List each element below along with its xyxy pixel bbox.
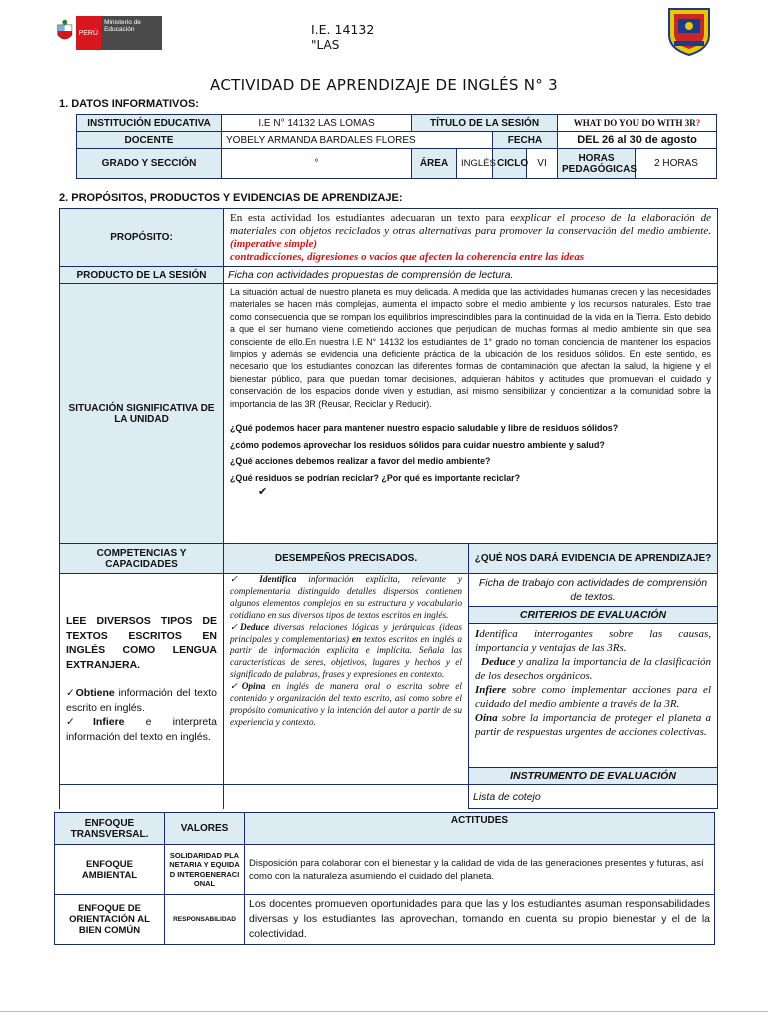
peru-shield-icon (54, 16, 76, 50)
question-1: ¿Qué podemos hacer para mantener nuestro espacio saludable y libre de residuos sólidos? (230, 423, 619, 434)
capacidad-infiere: ✓Infiere e interpreta información del texto en inglés. (66, 716, 217, 743)
actitudes-header: ACTITUDES (245, 813, 715, 845)
titulo-label: TÍTULO DE LA SESIÓN (412, 115, 558, 132)
ministerio-label: Ministerio de Educación (101, 16, 162, 50)
school-crest-icon (666, 5, 712, 57)
situacion-text: La situación actual de nuestro planeta es muy delicada. A medida que las actividades humanas crecen y las necesidades materiales se hacen más complejas, aumenta el impacto sobre el medio ambiente y los recursos naturales. Esto trae como consecuencia que se rompan los equilibrios imprescindibles para la continuidad de la vida en la Tierra. Esto debido a que el ser humano viene cometiendo acciones que perjudican de muchas formas al medio ambiente sin que sea consciente de ello.En nuestra I.E N° 14132 los estudiantes de 1° grado no toman conciencia de mantener los espacios limpios y además se evidencia una deficiente práctica de la ubicación de los residuos sólidos. En este sentido, es necesario que los estudiantes conozcan las diferentes formas de contaminación que afectan la salud, la higiene y el bienestar público, para que puedan tomar decisiones, adquieran hábitos y actitudes que promuevan el cuidado y conservación de los espacios donde viven y estudian, así mismo sensibilizar y concientizar a la comunidad sobre la importancia de las 3R (Reusar, Reciclar y Reducir). (230, 287, 711, 409)
producto-value: Ficha con actividades propuestas de comprensión de lectura. (224, 267, 718, 284)
grado-label: GRADO Y SECCIÓN (77, 149, 222, 179)
propositos-table (59, 208, 718, 809)
check-icon: ✔ (258, 486, 268, 499)
criterios-header: CRITERIOS DE EVALUACIÓN (469, 607, 718, 624)
docente-value: YOBELY ARMANDA BARDALES FLORES (222, 132, 493, 149)
competencia-cell (60, 574, 224, 785)
question-3: ¿Qué acciones debemos realizar a favor del medio ambiente? (230, 456, 491, 467)
question-4: ¿Qué residuos se podrían reciclar? ¿Por qué es importante reciclar? (230, 472, 521, 483)
instrumento-header: INSTRUMENTO DE EVALUACIÓN (469, 768, 718, 785)
enfoques-table (54, 812, 715, 945)
situacion-label: SITUACIÓN SIGNIFICATIVA DE LA UNIDAD (60, 284, 224, 544)
actitud-bien-comun: Los docentes promueven oportunidades para que las y los estudiantes asuman responsabilidades diversas y los estudiantes las aprovechan, tomando en cuenta su propio bienestar y el de la colectividad. (245, 895, 715, 945)
desempenos-header: DESEMPEÑOS PRECISADOS. (224, 544, 469, 574)
desempeno-opina: ✓Opina en inglés de manera oral o escrita sobre el contenido y organización del texto escrito, así como sobre el propósito comunicativo y la intención del autor a partir de su experiencia y contexto. (230, 682, 462, 728)
ciclo-value: VI (527, 149, 558, 179)
section-1-heading: 1. DATOS INFORMATIVOS: (59, 98, 199, 110)
question-2: ¿cómo podemos aprovechar los residuos sólidos para cuidar nuestro ambiente y salud? (230, 439, 605, 450)
proposito-text: En esta actividad los estudiantes adecuaran un texto para eexplicar el proceso de la elaboración de materiales con objetos reciclados y otras alternativas para promover la conservación del medio ambiente. (imperative simple) contradicciones, digresiones o vacíos que afecten la coherencia entre las ideas (224, 209, 718, 267)
peru-label: PERÚ (76, 16, 102, 50)
horas-value: 2 HORAS (636, 149, 717, 179)
docente-label: DOCENTE (77, 132, 222, 149)
criterio-deduce: Deduce y analiza la importancia de la clasificación de los desechos orgánicos. (475, 656, 712, 682)
area-label: ÁREA (412, 149, 457, 179)
proposito-label: PROPÓSITO: (60, 209, 224, 267)
evidencia-value: Ficha de trabajo con actividades de comprensión de textos. (469, 574, 718, 607)
section-2-heading: 2. PROPÓSITOS, PRODUCTOS Y EVIDENCIAS DE APRENDIZAJE: (59, 192, 403, 204)
school-name: I.E. 14132 (311, 22, 375, 37)
datos-informativos-table (76, 114, 717, 179)
fecha-label: FECHA (493, 132, 558, 149)
criterio-identifica: Identifica interrogantes sobre las causas, importancia y ventajas de las 3Rs. (475, 628, 711, 654)
page-divider (0, 1011, 768, 1012)
horas-label: HORAS PEDAGÓGICAS (558, 149, 636, 179)
school-subtitle: "LAS (311, 38, 340, 50)
ciclo-label: CICLO (493, 149, 527, 179)
grado-value: ° (222, 149, 412, 179)
valores-header: VALORES (165, 813, 245, 845)
desempenos-cell (224, 574, 469, 785)
evidencia-header: ¿QUÉ NOS DARÁ EVIDENCIA DE APRENDIZAJE? (469, 544, 718, 574)
page-title: ACTIVIDAD DE APRENDIZAJE DE INGLÉS N° 3 (210, 76, 558, 94)
valor-solidaridad: SOLIDARIDAD PLANETARIA Y EQUIDAD INTERGENERACIONAL (165, 845, 245, 895)
titulo-value: WHAT DO YOU DO WITH 3R? (558, 115, 717, 132)
criterios-cell (469, 624, 718, 768)
ministry-logo (54, 16, 162, 50)
situacion-cell (224, 284, 718, 544)
capacidad-obtiene: ✓Obtiene información del texto escrito en inglés. (66, 687, 217, 714)
instrumento-value: Lista de cotejo (469, 785, 718, 809)
competencia-text: LEE DIVERSOS TIPOS DE TEXTOS ESCRITOS EN INGLÉS COMO LENGUA EXTRANJERA. (66, 615, 217, 671)
enfoque-bien-comun: ENFOQUE DE ORIENTACIÓN AL BIEN COMÚN (55, 895, 165, 945)
enfoque-header: ENFOQUE TRANSVERSAL. (55, 813, 165, 845)
area-value: INGLÉS (457, 149, 493, 179)
desempeno-identifica: ✓ Identifica información explícita, relevante y complementaria distinguido detalles dispersos contienen algunos elementos complejos en su estructura y vocabulario cotidiano en sus diversos tipos de textos escritos en inglés. (230, 575, 462, 621)
actitud-ambiental: Disposición para colaborar con el bienestar y la calidad de vida de las generaciones presentes y futuras, así como con la naturaleza asumiendo el cuidado del planeta. (245, 845, 715, 895)
valor-responsabilidad: RESPONSABILIDAD (165, 895, 245, 945)
criterio-opina: Oina sobre la importancia de proteger el planeta a partir de respuestas urgentes de acciones colectivas. (475, 712, 711, 738)
spacer-left (60, 785, 224, 809)
inst-label: INSTITUCIÓN EDUCATIVA (77, 115, 222, 132)
criterio-infiere: Infiere sobre como implementar acciones para el cuidado del medio ambiente a través de la 3R. (475, 684, 711, 710)
spacer-mid (224, 785, 469, 809)
desempeno-deduce: ✓Deduce diversas relaciones lógicas y jerárquicas (ideas principales y complementarias) en textos escritos en inglés a partir de información explícita e implícita. Señala las características de seres, objetivos, lugares y hechos y el significado de palabras, frases y expresiones en contexto. (230, 622, 463, 681)
producto-label: PRODUCTO DE LA SESIÓN (60, 267, 224, 284)
inst-value: I.E N° 14132 LAS LOMAS (222, 115, 412, 132)
competencias-header: COMPETENCIAS Y CAPACIDADES (60, 544, 224, 574)
fecha-value: DEL 26 al 30 de agosto (558, 132, 717, 149)
enfoque-ambiental: ENFOQUE AMBIENTAL (55, 845, 165, 895)
